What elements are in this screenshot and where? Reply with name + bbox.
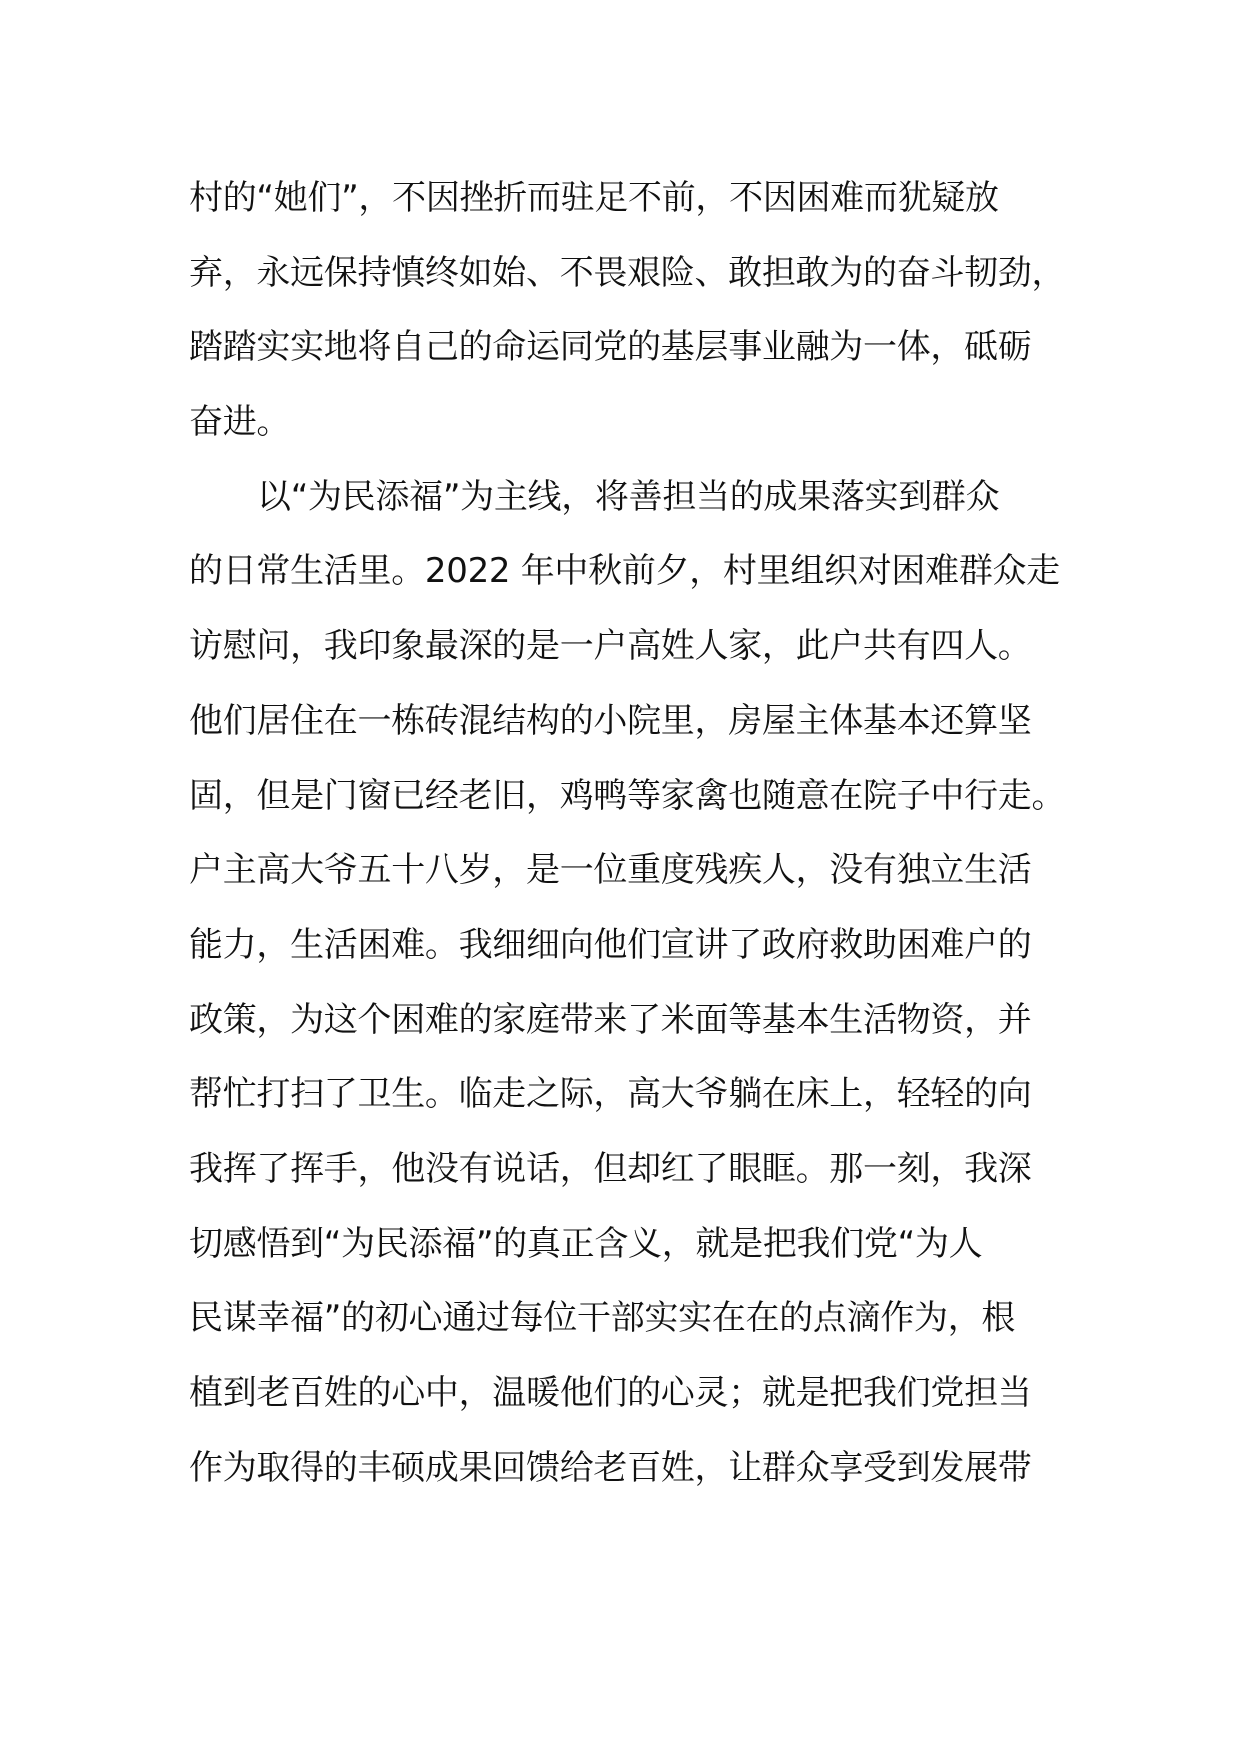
text-line: 村的“她们”，不因挫折而驻足不前，不因困难而犹疑放 bbox=[189, 178, 999, 218]
text-line: 奋进。 bbox=[189, 402, 291, 443]
text-line: 踏踏实实地将自己的命运同党的基层事业融为一体，砥砺 bbox=[189, 327, 1032, 368]
text-line: 我挥了挥手，他没有说话，但却红了眼眶。那一刻，我深 bbox=[189, 1148, 1032, 1189]
text-line: 他们居住在一栋砖混结构的小院里，房屋主体基本还算坚 bbox=[189, 700, 1032, 741]
text-line: 帮忙打扫了卫生。临走之际，高大爷躺在床上，轻轻的向 bbox=[189, 1074, 1032, 1115]
text-line: 作为取得的丰硕成果回馈给老百姓，让群众享受到发展带 bbox=[189, 1447, 1032, 1488]
text-line: 户主高大爷五十八岁，是一位重度残疾人，没有独立生活 bbox=[189, 850, 1032, 891]
text-line: 植到老百姓的心中，温暖他们的心灵；就是把我们党担当 bbox=[189, 1373, 1032, 1413]
text-line: 切感悟到“为民添福”的真正含义，就是把我们党“为人 bbox=[189, 1223, 983, 1264]
text-line: 民谋幸福”的初心通过每位干部实实在在的点滴作为，根 bbox=[189, 1298, 1016, 1339]
text-line: 弃，永远保持慎终如始、不畏艰险、敢担敢为的奋斗韧劲， bbox=[189, 252, 1066, 293]
text-line: 能力，生活困难。我细细向他们宣讲了政府救助困难户的 bbox=[189, 924, 1032, 965]
text-line: 固，但是门窗已经老旧，鸡鸭等家禽也随意在院子中行走。 bbox=[189, 775, 1066, 816]
body-text bbox=[189, 168, 1069, 1512]
text-line: 访慰问，我印象最深的是一户高姓人家，此户共有四人。 bbox=[189, 626, 1032, 667]
paragraph-start-line: 以“为民添福”为主线，将善担当的成果落实到群众 bbox=[257, 476, 1000, 517]
text-line: 政策，为这个困难的家庭带来了米面等基本生活物资，并 bbox=[189, 999, 1032, 1040]
text-line: 的日常生活里。2022 年中秋前夕，村里组织对困难群众走 bbox=[189, 551, 1060, 592]
